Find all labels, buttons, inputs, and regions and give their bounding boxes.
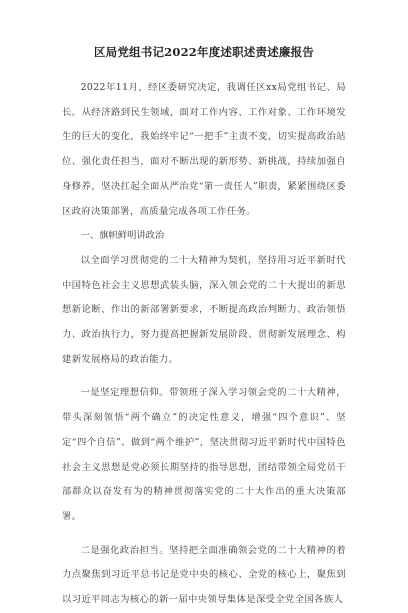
paragraph-intro: 2022年11月，经区委研究决定，我调任区xx局党组书记、局长。从经济路到民生领域，面对工作内容、工作对象、工作环境发生的巨大的变化，我始终牢记“一把手”主责不变，切实提高政治站位、强化责任担当，面对不断出现的新形势、新挑战，持续加强自身修养，坚决扛起全面从严治党“第一责任人”职责，紧紧围绕区委区政府决策部署，高质量完成各项工作任务。: [62, 82, 346, 217]
paragraph-point-1: 一是坚定理想信仰。带领班子深入学习领会党的二十大精神，带头深刻领悟“两个确立”的决定性意义，增强“四个意识”、坚定“四个自信”、做到“两个维护”，坚决贯彻习近平新时代中国特色社会主义思想是党必须长期坚持的指导思想，团结带领全局党员干部群众以奋发有为的精神贯彻落实党的二十大作出的重大决策部署。: [62, 387, 346, 522]
document-title: 区局党组书记2022年度述职述责述廉报告: [93, 45, 314, 59]
section-heading-1: 一、旗帜鲜明讲政治: [80, 230, 165, 242]
paragraph-section-1: 以全面学习贯彻党的二十大精神为契机，坚持用习近平新时代中国特色社会主义思想武装头脑，深入领会党的二十大提出的新思想新论断、作出的新部署新要求，不断提高政治判断力、政治领悟力、政治执行力，努力提高把握新发展阶段、贯彻新发展理念、构建新发展格局的政治能力。: [62, 254, 346, 365]
paragraph-point-2: 二是强化政治担当。坚持把全面准确领会党的二十大精神的着力点聚焦到习近平总书记是党中央的核心、全党的核心上，聚焦到以习近平同志为核心的新一届中央领导集体是深受全党全国各族人: [62, 544, 346, 606]
